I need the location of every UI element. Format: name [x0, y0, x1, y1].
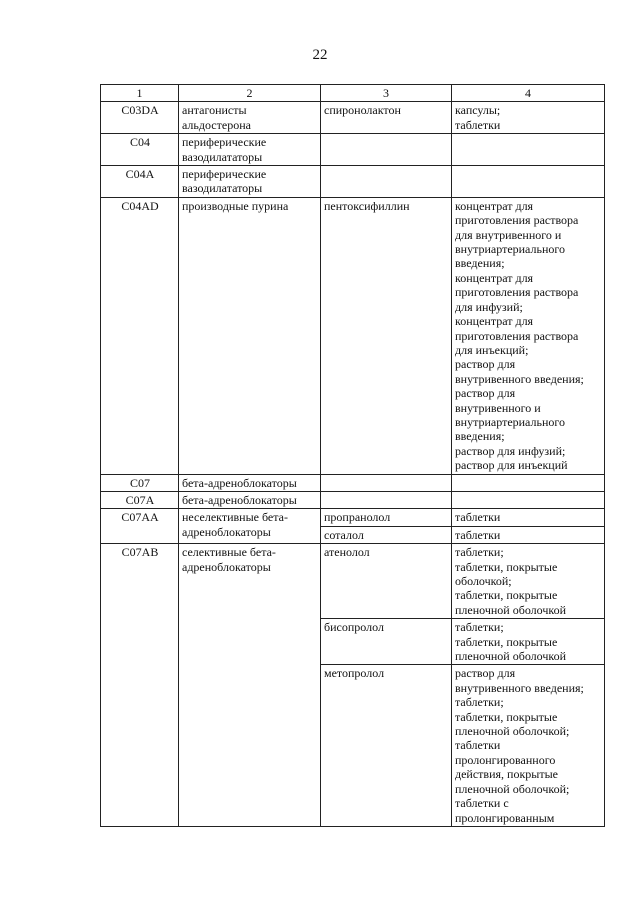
group-line: селективные бета- — [182, 545, 276, 560]
pharmacological-group — [179, 491, 321, 508]
table-row — [101, 102, 605, 134]
drug-name: пропранолол — [321, 509, 452, 526]
drug-name — [321, 474, 452, 491]
form-line: таблетки, покрытые — [455, 709, 558, 724]
pharmacological-group — [179, 544, 321, 827]
table-row — [101, 134, 605, 166]
group-line: альдостерона — [182, 117, 251, 132]
drug-table — [100, 84, 605, 827]
drug-name: метопролол — [321, 665, 452, 826]
form-line: приготовления раствора — [455, 285, 579, 300]
form-line: раствор для — [455, 357, 516, 372]
group-line: адреноблокаторы — [182, 524, 271, 539]
atc-code: C04A — [101, 166, 179, 198]
dosage-forms — [452, 509, 605, 526]
drug-name: бисопролол — [321, 619, 452, 665]
table-row — [101, 166, 605, 198]
dosage-forms — [452, 134, 605, 166]
atc-code: C03DA — [101, 102, 179, 134]
group-line: периферические — [182, 135, 267, 150]
form-line: концентрат для — [455, 270, 534, 285]
dosage-forms — [452, 166, 605, 198]
group-line: бета-адреноблокаторы — [182, 492, 297, 507]
atc-code: C07AB — [101, 544, 179, 827]
table-header-row — [101, 85, 605, 102]
group-line: неселективные бета- — [182, 510, 288, 525]
form-line: внутривенного введения; — [455, 371, 584, 386]
group-line: бета-адреноблокаторы — [182, 475, 297, 490]
form-line: внутривенного и — [455, 400, 541, 415]
pharmacological-group — [179, 166, 321, 198]
dosage-forms — [452, 619, 605, 665]
form-line: раствор для — [455, 666, 516, 681]
column-header-4: 4 — [452, 85, 605, 102]
pharmacological-group — [179, 102, 321, 134]
pharmacological-group — [179, 474, 321, 491]
table-row — [101, 544, 605, 619]
form-line: пленочной оболочкой — [455, 649, 567, 664]
drug-name: атенолол — [321, 544, 452, 619]
drug-name: пентоксифиллин — [321, 197, 452, 474]
page-number: 22 — [312, 47, 328, 63]
form-line: концентрат для — [455, 198, 534, 213]
form-line: концентрат для — [455, 314, 534, 329]
form-line: раствор для инъекций — [455, 458, 568, 473]
form-line: таблетки, покрытые — [455, 559, 558, 574]
form-line: внутриартериального — [455, 242, 565, 257]
form-line: для инфузий; — [455, 299, 523, 314]
form-line: приготовления раствора — [455, 213, 579, 228]
drug-name — [321, 491, 452, 508]
form-line: таблетки — [455, 510, 501, 525]
form-line: оболочкой; — [455, 574, 512, 588]
dosage-forms — [452, 665, 605, 826]
atc-code: C07A — [101, 491, 179, 508]
group-line: адреноблокаторы — [182, 559, 271, 574]
form-line: раствор для инфузий; — [455, 443, 566, 458]
form-line: внутриартериального — [455, 414, 565, 429]
drug-name — [321, 166, 452, 198]
form-line: капсулы; — [455, 103, 501, 118]
form-line: пленочной оболочкой; — [455, 724, 570, 739]
drug-name: спиронолактон — [321, 102, 452, 134]
dosage-forms — [452, 526, 605, 543]
form-line: таблетки — [455, 738, 501, 753]
column-header-1: 1 — [101, 85, 179, 102]
atc-code: C04AD — [101, 197, 179, 474]
column-header-3: 3 — [321, 85, 452, 102]
dosage-forms — [452, 491, 605, 508]
drug-name — [321, 134, 452, 166]
form-line: таблетки — [455, 527, 501, 542]
table-row — [101, 509, 605, 526]
form-line: действия, покрытые — [455, 767, 558, 782]
dosage-forms — [452, 474, 605, 491]
group-line: вазодилататоры — [182, 181, 263, 196]
table-row — [101, 197, 605, 474]
group-line: производные пурина — [182, 198, 289, 213]
form-line: раствор для — [455, 386, 516, 401]
form-line: внутривенного введения; — [455, 680, 584, 695]
form-line: таблетки; — [455, 620, 504, 635]
form-line: пролонгированного — [455, 752, 556, 767]
dosage-forms — [452, 102, 605, 134]
pharmacological-group — [179, 197, 321, 474]
dosage-forms — [452, 544, 605, 619]
form-line: таблетки с — [455, 796, 509, 811]
form-line: пленочной оболочкой — [455, 602, 567, 617]
form-line: введения; — [455, 256, 505, 271]
form-line: введения; — [455, 429, 505, 444]
column-header-2: 2 — [179, 85, 321, 102]
form-line: таблетки — [455, 117, 501, 132]
atc-code: C07AA — [101, 509, 179, 544]
dosage-forms — [452, 197, 605, 474]
form-line: таблетки, покрытые — [455, 634, 558, 649]
form-line: таблетки, покрытые — [455, 588, 558, 603]
group-line: антагонисты — [182, 103, 247, 118]
form-line: таблетки; — [455, 695, 504, 710]
form-line: для инъекций; — [455, 342, 529, 357]
atc-code: C04 — [101, 134, 179, 166]
atc-code: C07 — [101, 474, 179, 491]
table-row — [101, 491, 605, 508]
form-line: для внутривенного и — [455, 227, 562, 242]
group-line: вазодилататоры — [182, 149, 263, 164]
drug-name: соталол — [321, 526, 452, 543]
table-row — [101, 474, 605, 491]
pharmacological-group — [179, 134, 321, 166]
form-line: таблетки; — [455, 545, 504, 560]
form-line: пленочной оболочкой; — [455, 781, 570, 796]
form-line: пролонгированным — [455, 810, 555, 825]
pharmacological-group — [179, 509, 321, 544]
form-line: приготовления раствора — [455, 328, 579, 343]
group-line: периферические — [182, 167, 267, 182]
